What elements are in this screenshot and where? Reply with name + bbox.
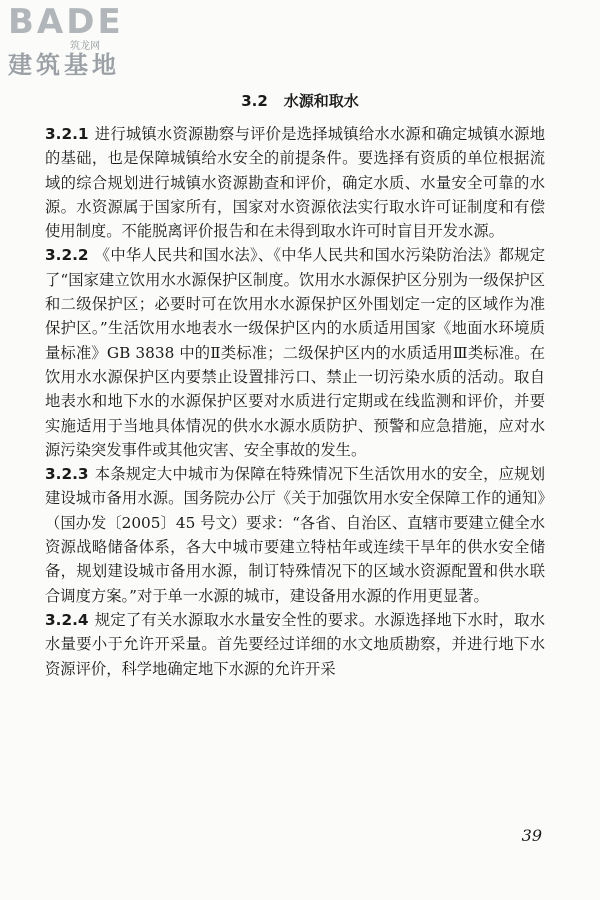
watermark-tiny-text: 筑龙网 [70,41,100,52]
watermark-name: 建筑基地 [8,51,120,79]
clause-3-2-4 [45,608,545,681]
clause-number: 3.2.2 [45,246,89,265]
clause-number: 3.2.4 [45,610,89,629]
clause-text: 本条规定大中城市为保障在特殊情况下生活饮用水的安全，应规划建设城市备用水源。国务院办公厅《关于加强饮用水安全保障工作的通知》（国办发〔2005〕45 号文）要求：“各省、自治区、直辖市要建立健全水资源战略储备体系，各大中城市要建立特枯年或连续干旱年的供水安全储备，规划建设城市备用水源，制订特殊情况下的区域水资源配置和供水联合调度方案。”对于单一水源的城市，建设备用水源的作用更显著。 [45,465,545,605]
section-number: 3.2 [241,92,268,110]
watermark-brand: BADE [8,2,124,42]
clause-text: 进行城镇水资源勘察与评价是选择城镇给水水源和确定城镇水源地的基础，也是保障城镇给水安全的前提条件。要选择有资质的单位根据流域的综合规划进行城镇水资源勘查和评价，确定水质、水量安全可靠的水源。水资源属于国家所有，国家对水资源依法实行取水许可证制度和有偿使用制度。不能脱离评价报告和在未得到取水许可时盲目开发水源。 [45,125,545,241]
document-body [45,122,545,681]
clause-3-2-3 [45,462,545,608]
page-number: 39 [521,826,542,845]
section-heading [0,90,600,111]
clause-3-2-2 [45,243,545,462]
section-title: 水源和取水 [283,92,359,110]
clause-text: 《中华人民共和国水法》、《中华人民共和国水污染防治法》都规定了“国家建立饮用水水源保护区制度。饮用水水源保护区分别为一级保护区和二级保护区；必要时可在饮用水水源保护区外围划定一定的区域作为准保护区。”生活饮用水地表水一级保护区内的水质适用国家《地面水环境质量标准》GB 3838 中的Ⅱ类标准；二级保护区内的水质适用Ⅲ类标准。在饮用水水源保护区内要禁止设置排污口、禁止一切污染水质的活动。取自地表水和地下水的水源保护区要对水质进行定期或在线监测和评价，并要实施适用于当地具体情况的供水水源水质防护、预警和应急措施，应对水源污染突发事件或其他灾害、安全事故的发生。 [45,246,545,459]
clause-text: 规定了有关水源取水水量安全性的要求。水源选择地下水时，取水水量要小于允许开采量。首先要经过详细的水文地质勘察，并进行地下水资源评价，科学地确定地下水源的允许开采 [45,610,545,678]
clause-number: 3.2.3 [45,465,89,484]
clause-3-2-1 [45,122,545,243]
clause-number: 3.2.1 [45,125,89,143]
watermark-logo [8,4,178,84]
